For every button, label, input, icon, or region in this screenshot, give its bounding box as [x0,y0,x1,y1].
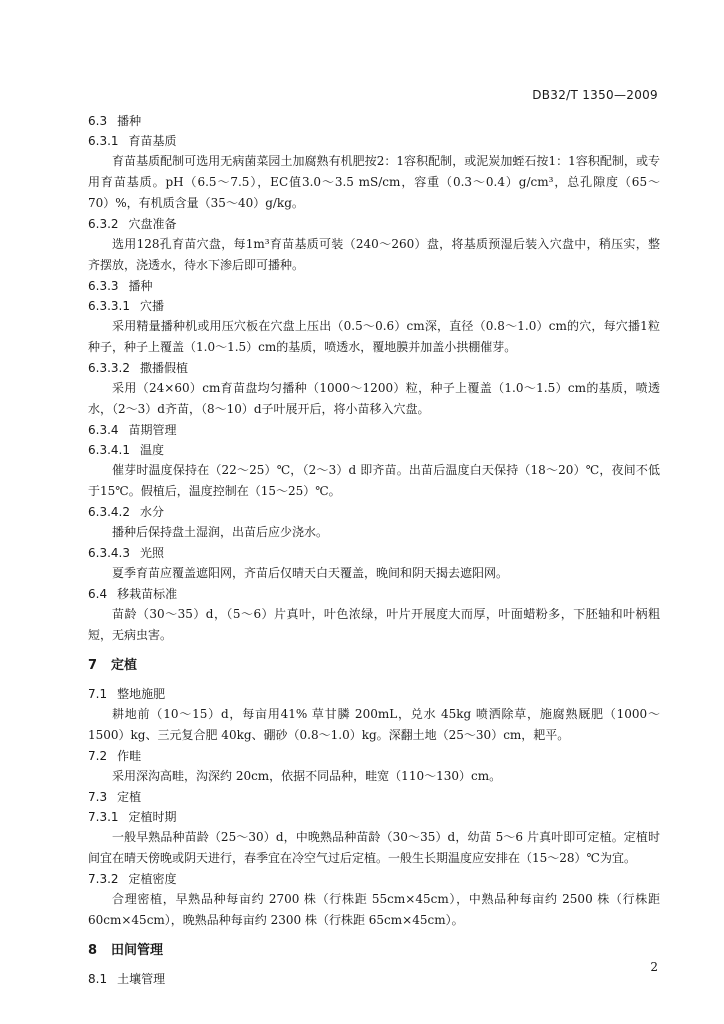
page-number: 2 [650,960,658,974]
section-number: 7.3 [88,790,108,804]
section-heading [88,807,660,827]
section-heading [88,276,660,296]
section-heading [88,358,660,378]
section-heading [88,584,660,604]
section-title: 定植密度 [128,872,177,886]
section-title: 土壤管理 [117,972,166,986]
section-title: 水分 [139,505,164,519]
section-number: 7.3.2 [88,872,119,886]
section-title: 播种 [128,279,153,293]
section-number: 6.3.3.1 [88,299,130,313]
section-heading [88,440,660,460]
section-number: 8.1 [88,972,108,986]
section-number: 7.3.1 [88,810,119,824]
section-heading [88,969,660,989]
section-title: 田间管理 [111,943,164,958]
section-number: 6.4 [88,587,108,601]
section-number: 6.3.3 [88,279,119,293]
body-paragraph: 夏季育苗应覆盖遮阳网，齐苗后仅晴天白天覆盖，晚间和阴天揭去遮阳网。 [112,566,509,580]
body-paragraph: 催芽时温度保持在（22～25）℃，（2～3）d 即齐苗。出苗后温度白天保持（18～20）℃，夜间不低于15℃。假植后，温度控制在（15～25）℃。 [88,463,660,498]
section-heading [88,787,660,807]
body-paragraph: 一般早熟品种苗龄（25～30）d，中晚熟品种苗龄（30～35）d，幼苗 5～6 片真叶即可定植。定植时间宜在晴天傍晚或阴天进行，春季宜在冷空气过后定植。一般生长期温度应安排在（15～28）℃为宜。 [88,830,660,865]
section-number: 6.3.4.2 [88,505,130,519]
body-paragraph: 采用精量播种机或用压穴板在穴盘上压出（0.5～0.6）cm深，直径（0.8～1.0）cm的穴，每穴播1粒种子，种子上覆盖（1.0～1.5）cm的基质，喷透水，覆地膜并加盖小拱棚催芽。 [88,319,660,354]
body-paragraph: 苗龄（30～35）d，（5～6）片真叶，叶色浓绿，叶片开展度大而厚，叶面蜡粉多，下胚轴和叶柄粗短，无病虫害。 [88,607,660,642]
section-title: 育苗基质 [128,134,177,148]
document-body [88,111,660,989]
section-title: 光照 [139,546,164,560]
body-paragraph: 耕地前（10～15）d，每亩用41% 草甘膦 200mL，兑水 45kg 喷洒除草，施腐熟厩肥（1000～1500）kg、三元复合肥 40kg、硼砂（0.8～1.0）kg。深翻土地（25～30）cm，耙平。 [88,707,660,742]
section-title: 移栽苗标准 [117,587,178,601]
section-number: 7.1 [88,687,108,701]
section-title: 定植 [111,658,138,673]
body-paragraph: 育苗基质配制可选用无病菌菜园土加腐熟有机肥按2：1容积配制，或泥炭加蛭石按1：1容积配制，或专用育苗基质。pH（6.5～7.5），EC值3.0～3.5 mS/cm，容重（0.3～0.4）g/cm³，总孔隙度（65～70）%，有机质含量（35～40）g/kg。 [88,154,660,210]
section-number: 6.3.4.1 [88,443,130,457]
section-number: 6.3.3.2 [88,361,130,375]
section-heading [88,420,660,440]
section-title: 苗期管理 [128,423,177,437]
section-heading [88,746,660,766]
section-title: 穴播 [139,299,164,313]
section-heading [88,502,660,522]
section-number: 6.3.4 [88,423,119,437]
chapter-heading [88,656,660,676]
body-paragraph: 合理密植，早熟品种每亩约 2700 株（行株距 55cm×45cm），中熟品种每亩约 2500 株（行株距 60cm×45cm），晚熟品种每亩约 2300 株（行株距 65cm×45cm）。 [88,892,660,927]
section-heading [88,131,660,151]
section-title: 整地施肥 [117,687,166,701]
section-heading [88,214,660,234]
section-number: 7 [88,658,98,673]
section-title: 穴盘准备 [128,217,177,231]
section-number: 7.2 [88,749,108,763]
section-title: 温度 [139,443,164,457]
section-heading [88,111,660,131]
body-paragraph: 选用128孔育苗穴盘，每1m³育苗基质可装（240～260）盘，将基质预湿后装入穴盘中，稍压实，整齐摆放，浇透水，待水下渗后即可播种。 [88,237,660,272]
section-number: 8 [88,943,98,958]
section-number: 6.3.1 [88,134,119,148]
section-heading [88,684,660,704]
section-title: 定植 [117,790,142,804]
section-title: 定植时期 [128,810,177,824]
document-code: DB32/T 1350—2009 [532,88,658,102]
body-paragraph: 播种后保持盘土湿润，出苗后应少浇水。 [112,525,329,539]
section-number: 6.3.4.3 [88,546,130,560]
chapter-heading [88,941,660,961]
body-paragraph: 采用深沟高畦，沟深约 20cm，依据不同品种，畦宽（110～130）cm。 [112,769,502,783]
section-title: 撒播假植 [139,361,188,375]
body-paragraph: 采用（24×60）cm育苗盘均匀播种（1000～1200）粒，种子上覆盖（1.0～1.5）cm的基质，喷透水，（2～3）d齐苗，（8～10）d子叶展开后，将小苗移入穴盘。 [88,381,660,416]
section-number: 6.3 [88,114,108,128]
section-number: 6.3.2 [88,217,119,231]
section-title: 作畦 [117,749,142,763]
section-heading [88,869,660,889]
section-heading [88,296,660,316]
section-heading [88,543,660,563]
section-title: 播种 [117,114,142,128]
